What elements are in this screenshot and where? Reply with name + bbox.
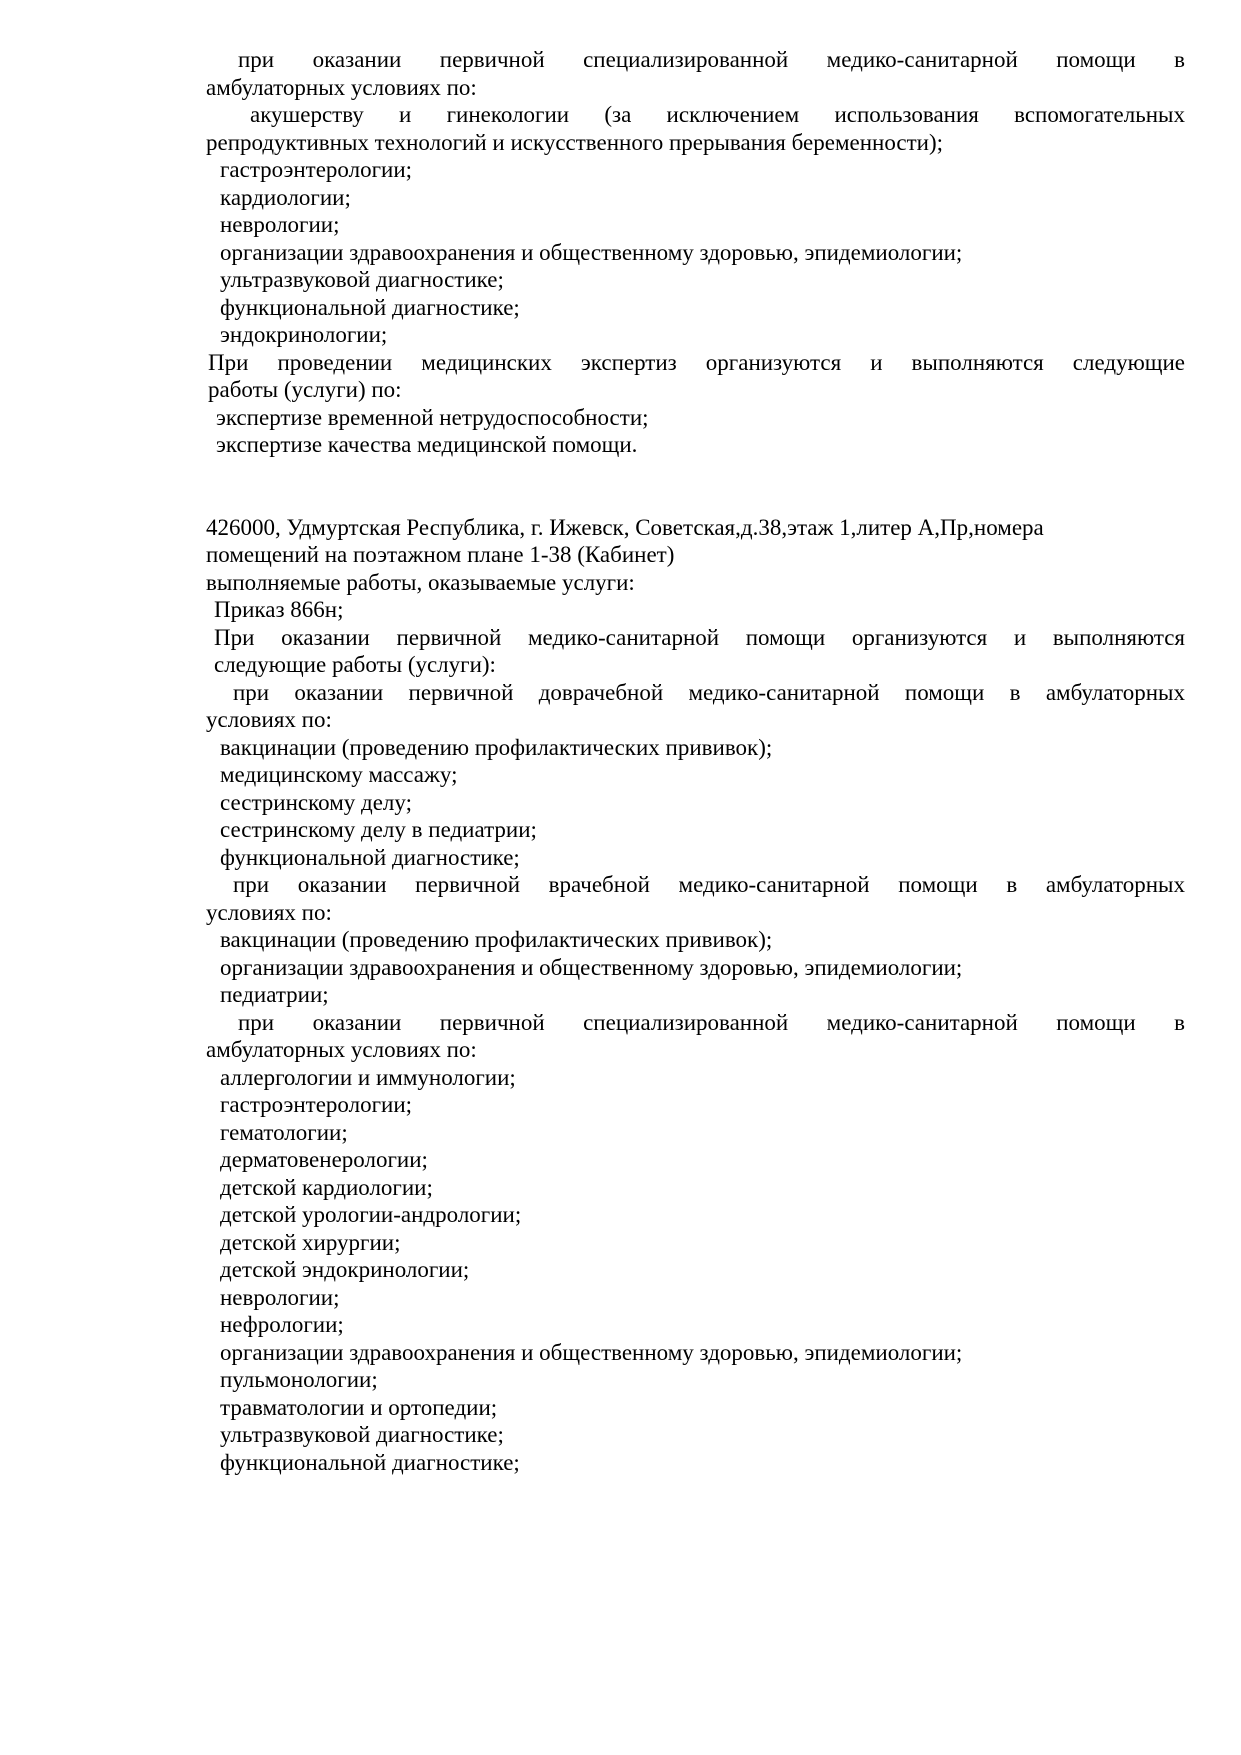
- document-line: функциональной диагностике;: [220, 1449, 520, 1475]
- document-line: организации здравоохранения и общественному здоровью, эпидемиологии;: [220, 239, 963, 265]
- document-line: вакцинации (проведению профилактических прививок);: [220, 734, 773, 760]
- document-line: вакцинации (проведению профилактических прививок);: [220, 927, 773, 952]
- document-line: травматологии и ортопедии;: [220, 1394, 498, 1420]
- document-line: эндокринологии;: [220, 322, 388, 347]
- document-line: организации здравоохранения и общественному здоровью, эпидемиологии;: [220, 1339, 963, 1365]
- document-line: медицинскому массажу;: [220, 762, 458, 787]
- document-line: детской хирургии;: [220, 1229, 401, 1255]
- document-line: детской кардиологии;: [220, 1174, 433, 1200]
- document-line: неврологии;: [220, 212, 340, 237]
- document-line: функциональной диагностике;: [220, 844, 520, 870]
- document-line: детской урологии-андрологии;: [220, 1202, 522, 1227]
- document-line: дерматовенерологии;: [220, 1147, 428, 1172]
- document-line: [206, 459, 1185, 487]
- document-line: следующие работы (услуги):: [214, 652, 496, 677]
- document-line: пульмонологии;: [220, 1367, 378, 1392]
- document-line: амбулаторных условиях по:: [206, 74, 477, 100]
- document-line: экспертизе временной нетрудоспособности;: [216, 404, 649, 430]
- document-line: организации здравоохранения и общественному здоровью, эпидемиологии;: [220, 954, 963, 980]
- document-line: [206, 486, 1185, 514]
- document-line: Приказ 866н;: [214, 597, 344, 622]
- document-line: сестринскому делу;: [220, 789, 412, 815]
- document-line: работы (услуги) по:: [208, 377, 402, 402]
- document-line: При оказании первичной медико-санитарной помощи организуются и выполняются: [214, 624, 1185, 650]
- document-line: кардиологии;: [220, 184, 351, 210]
- document-line: при оказании первичной специализированной медико-санитарной помощи в: [238, 1009, 1185, 1035]
- document-line: ультразвуковой диагностике;: [220, 267, 504, 292]
- document-line: при оказании первичной доврачебной медико-санитарной помощи в амбулаторных: [233, 679, 1185, 705]
- document-line: неврологии;: [220, 1284, 340, 1310]
- document-line: гастроэнтерологии;: [220, 157, 413, 182]
- document-line: аллергологии и иммунологии;: [220, 1064, 516, 1090]
- document-line: сестринскому делу в педиатрии;: [220, 817, 537, 842]
- document-line: нефрологии;: [220, 1312, 344, 1337]
- document-line: детской эндокринологии;: [220, 1257, 470, 1282]
- document-line: 426000, Удмуртская Республика, г. Ижевск, Советская,д.38,этаж 1,литер А,Пр,номера: [206, 514, 1044, 540]
- document-line: экспертизе качества медицинской помощи.: [216, 432, 638, 457]
- document-line: гастроэнтерологии;: [220, 1092, 413, 1117]
- document-line: условиях по:: [206, 707, 332, 732]
- document-line: ультразвуковой диагностике;: [220, 1422, 504, 1447]
- document-body: [206, 46, 1185, 1476]
- document-line: при оказании первичной врачебной медико-санитарной помощи в амбулаторных: [233, 872, 1185, 897]
- document-line: выполняемые работы, оказываемые услуги:: [206, 569, 635, 595]
- document-line: репродуктивных технологий и искусственного прерывания беременности);: [206, 129, 944, 155]
- document-line: функциональной диагностике;: [220, 294, 520, 320]
- document-line: педиатрии;: [220, 982, 329, 1007]
- document-line: акушерству и гинекологии (за исключением использования вспомогательных: [250, 102, 1185, 127]
- document-line: При проведении медицинских экспертиз организуются и выполняются следующие: [208, 349, 1185, 375]
- document-line: помещений на поэтажном плане 1-38 (Кабинет): [206, 542, 675, 567]
- document-line: гематологии;: [220, 1119, 348, 1145]
- document-line: условиях по:: [206, 899, 332, 925]
- document-line: при оказании первичной специализированной медико-санитарной помощи в: [238, 47, 1185, 72]
- document-line: амбулаторных условиях по:: [206, 1037, 477, 1062]
